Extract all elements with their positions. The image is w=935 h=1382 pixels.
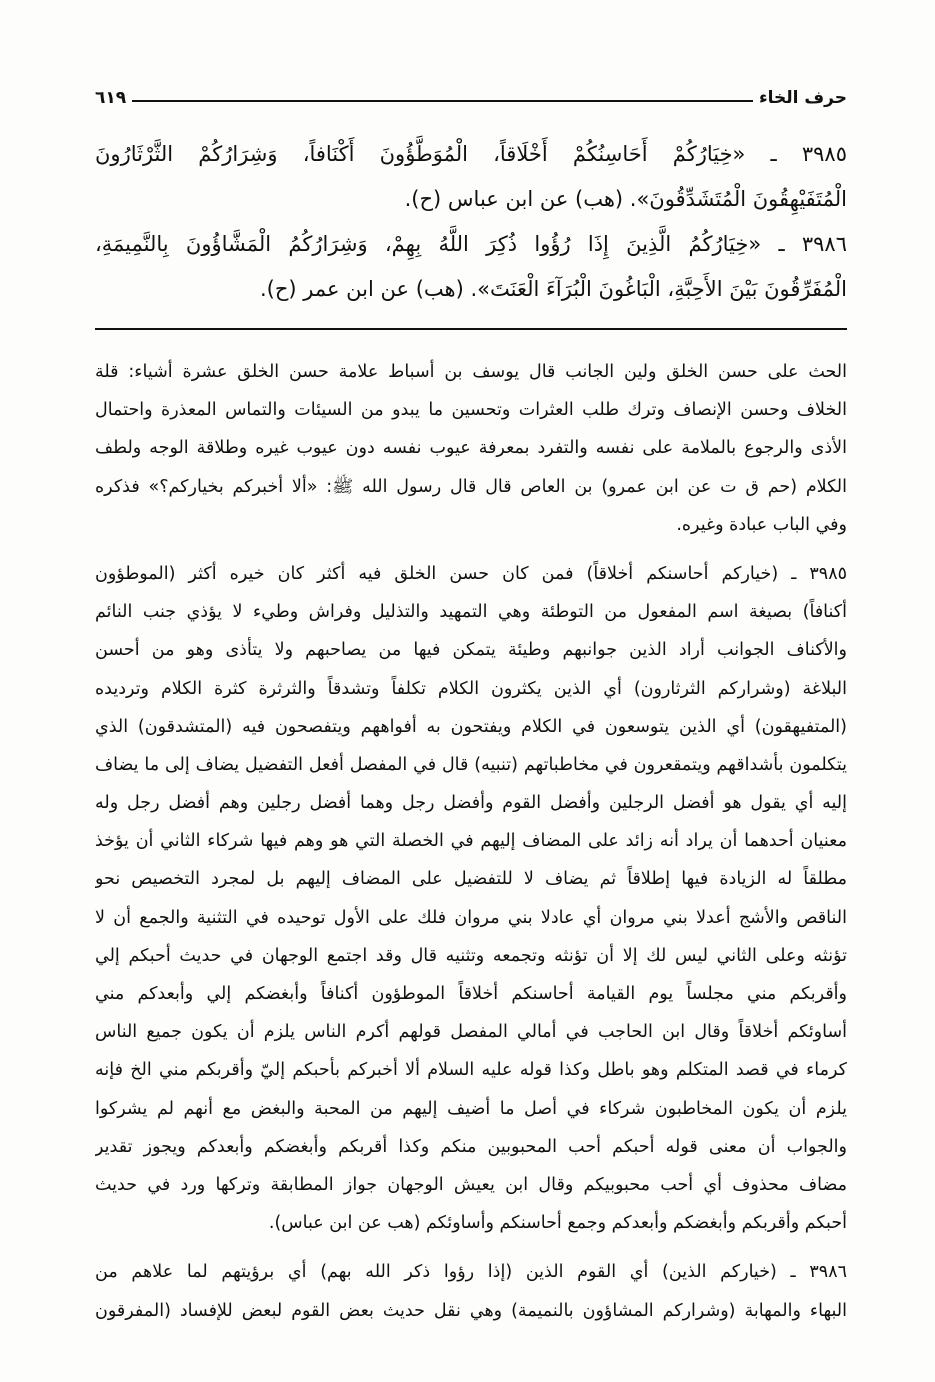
text-line: وفي الباب عبادة وغيره. [676,514,847,535]
commentary-section [95,353,847,1341]
text-line: الأذى والرجوع بالملامة على نفسه والتفرد بمعرفة عيوب نفسه دون عيوب غيره وطلاقة الوجه ولطف [95,438,847,459]
hadith-entry [95,222,847,312]
section-divider [95,328,847,330]
text-line: معنيان أحدهما أن يراد أنه زائد على المضاف إليهم في الخصلة التي هو وهم فيها شركاء الثاني أن يؤخذ [95,831,847,852]
text-line: الْمُفَرِّقُونَ بَيْنَ الأَحِبَّةِ، الْبَاغُونَ الْبُرَآءَ الْعَنَتَ». (هب) عن ابن عمر (ح). [259,277,847,301]
text-line: ٣٩٨٦ ـ (خياركم الذين) أي القوم الذين (إذا رؤوا ذكر الله بهم) أي برؤيتهم لما علاهم من [95,1262,847,1283]
text-line: أساوئكم أخلاقاً وقال ابن الحاجب في أمالي المفصل قولهم أكرم الناس يلزم أن يكون جميع الناس [95,1022,847,1043]
page-number: ٦١٩ [95,88,127,108]
text-line: البلاغة (وشراركم الثرثارون) أي الذين يكثرون الكلام تكلفاً وتشدقاً والثرثرة كثرة الكلام وترديده [95,678,847,699]
text-line: مطلقاً له الزيادة فيها إطلاقاً ثم يضاف لا للتفضيل على المضاف إليهم بل لمجرد التخصيص نحو [95,869,847,890]
text-line: والجواب أن معنى قوله أحبكم أحب المحبوبين منكم وكذا أقربكم وأبغضكم وأبعدكم ويجوز تقدير [95,1136,847,1157]
hadith-text-section [95,132,847,312]
text-line: تؤنثه وعلى الثاني ليس لك إلا أن تؤنثه وتجمعه وتثنيه قال وقد اجتمع الوجهان في حديث أحبكم إلي [95,945,847,966]
text-line: والأكناف الجوانب أراد الذين جوانبهم وطيئة يتمكن فيها من يصاحبهم ولا يتأذى وهو من أحسن [95,640,847,661]
text-line: ٣٩٨٦ ـ «خِيَارُكُمُ الَّذِينَ إِذَا رُؤُوا ذُكِرَ اللَّهُ بِهِمْ، وَشِرَارُكُمُ الْمَشَّاؤُونَ بِالنَّمِيمَةِ، [95,232,847,256]
text-line: ٣٩٨٥ ـ (خياركم أحاسنكم أخلاقاً) فمن كان حسن الخلق فيه أكثر كان خيره أكثر (الموطؤون [95,563,847,584]
text-line: البهاء والمهابة (وشراركم المشاؤون بالنميمة) وهي نقل حديث بعض القوم لبعض للإفساد (المفرقون [95,1300,847,1321]
text-line: الناقص والأشج أعدلا بني مروان أي عادلا بني مروان فلك على الأول توحيده في التثنية والجمع أن لا [95,907,847,928]
text-line: إليه أي يقول هو أفضل الرجلين وأفضل القوم وأفضل رجل وهما أفضل رجلين وهم أفضل رجل وله [95,793,847,814]
header-rule [132,100,753,102]
chapter-title: حرف الخاء [758,88,847,108]
text-line: ٣٩٨٥ ـ «خِيَارُكُمْ أَحَاسِنُكُمْ أَخْلَاقاً، الْمُوَطَّؤُونَ أَكْنَافاً، وَشِرَارُكُمْ الثَّرْثَارُونَ [95,142,847,166]
text-line: الخلاف وحسن الإنصاف وترك طلب العثرات وتحسين ما يبدو من السيئات والتماس المعذرة واحتمال [95,400,847,421]
text-line: الحث على حسن الخلق ولين الجانب قال يوسف بن أسباط علامة حسن الخلق عشرة أشياء: قلة [95,362,847,382]
commentary-paragraph [95,555,847,1242]
hadith-entry [95,132,847,222]
text-line: أحبكم وأقربكم وأبغضكم وأبعدكم وجمع أحاسنكم وأساوئكم (هب عن ابن عباس). [268,1213,847,1234]
text-line: الكلام (حم ق ت عن ابن عمرو) بن العاص قال قال رسول الله ﷺ: «ألا أخبركم بخياركم؟» فذكره [95,476,847,497]
text-line: يتكلمون بأشداقهم ويتمقعرون في مخاطباتهم (تنبيه) قال في المفصل أفعل التفضيل يضاف إلى ما يضاف [95,754,847,775]
text-line: (المتفيهقون) أي الذين يتوسعون في الكلام ويفتحون به أفواههم ويتفصحون فيه (المتشدقون) الذي [95,716,847,737]
commentary-paragraph [95,1253,847,1329]
text-line: وأقربكم مني مجلساً يوم القيامة أحاسنكم أخلاقاً الموطؤون أكنافاً وأبغضكم إلي وأبعدكم مني [95,984,847,1004]
text-line: الْمُتَفَيْهِقُونَ الْمُتَشَدِّقُونَ». (هب) عن ابن عباس (ح). [404,187,847,211]
commentary-paragraph [95,353,847,544]
running-header [95,78,847,108]
text-line: أكنافاً) بصيغة اسم المفعول من التوطئة وهي التمهيد والتذليل وفراش وطيء لا يؤذي جنب النائم [95,602,847,623]
text-line: يلزم أن يكون المخاطبون شركاء في أصل ما أضيف إليهم من المحبة والبغض مع أنهم لم يشركوا [95,1098,847,1119]
text-line: مضاف محذوف أي أحب محبوبيكم وقال ابن يعيش الوجهان جواز المطابقة وتركها ورد في حديث [95,1174,847,1195]
text-line: كرماء في قصد المتكلم وهو باطل وكذا قوله عليه السلام ألا أخبركم بأحبكم إليّ وأقربكم مني الخ فإنه [95,1060,847,1081]
